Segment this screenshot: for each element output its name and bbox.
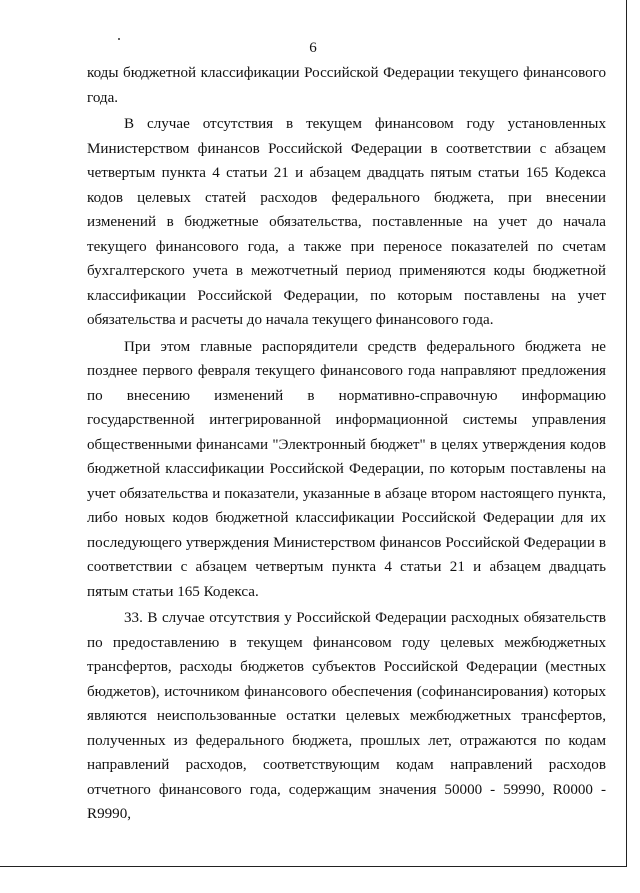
paragraph-absence-of-codes: В случае отсутствия в текущем финансовом году установленных Министерством финансов Российской Федерации в соответствии с абзацем четвертым пункта 4 статьи 21 и абзацем двадцать пятым статьи 165 Кодекса кодов целевых статей расходов федерального бюджета, при внесении изменений в бюджетные обязательства, поставленные на учет до начала текущего финансового года, а также при переносе показателей по счетам бухгалтерского учета в межотчетный период применяются коды бюджетной классификации Российской Федерации, по которым поставлены на учет обязательства и расчеты до начала текущего финансового года.	[87, 116, 606, 328]
paragraph-item-33: 33. В случае отсутствия у Российской Федерации расходных обязательств по предоставлению в текущем финансовом году целевых межбюджетных трансфертов, расходы бюджетов субъектов Российской Федерации (местных бюджетов), источником финансового обеспечения (софинансирования) которых являются неиспользованные остатки целевых межбюджетных трансфертов, полученных из федерального бюджета, прошлых лет, отражаются по кодам направлений расходов, соответствующим кодам направлений расходов отчетного финансового года, содержащим значения 50000 - 59990, R0000 - R9990,	[87, 610, 606, 822]
paragraph-proposals-deadline: При этом главные распорядители средств федерального бюджета не позднее первого февраля текущего финансового года направляют предложения по внесению изменений в нормативно-справочную информацию государственной интегрированной информационной системы управления общественными финансами "Электронный бюджет" в целях утверждения кодов бюджетной классификации Российской Федерации, по которым поставлены на учет обязательства и показатели, указанные в абзаце втором настоящего пункта, либо новых кодов бюджетной классификации Российской Федерации для их последующего утверждения Министерством финансов Российской Федерации в соответствии с абзацем четвертым пункта 4 статьи 21 и абзацем двадцать пятым статьи 165 Кодекса.	[87, 338, 606, 600]
page-number: 6	[309, 40, 317, 56]
paragraph-continuation: коды бюджетной классификации Российской Федерации текущего финансового года.	[87, 65, 606, 106]
document-body	[87, 61, 606, 827]
